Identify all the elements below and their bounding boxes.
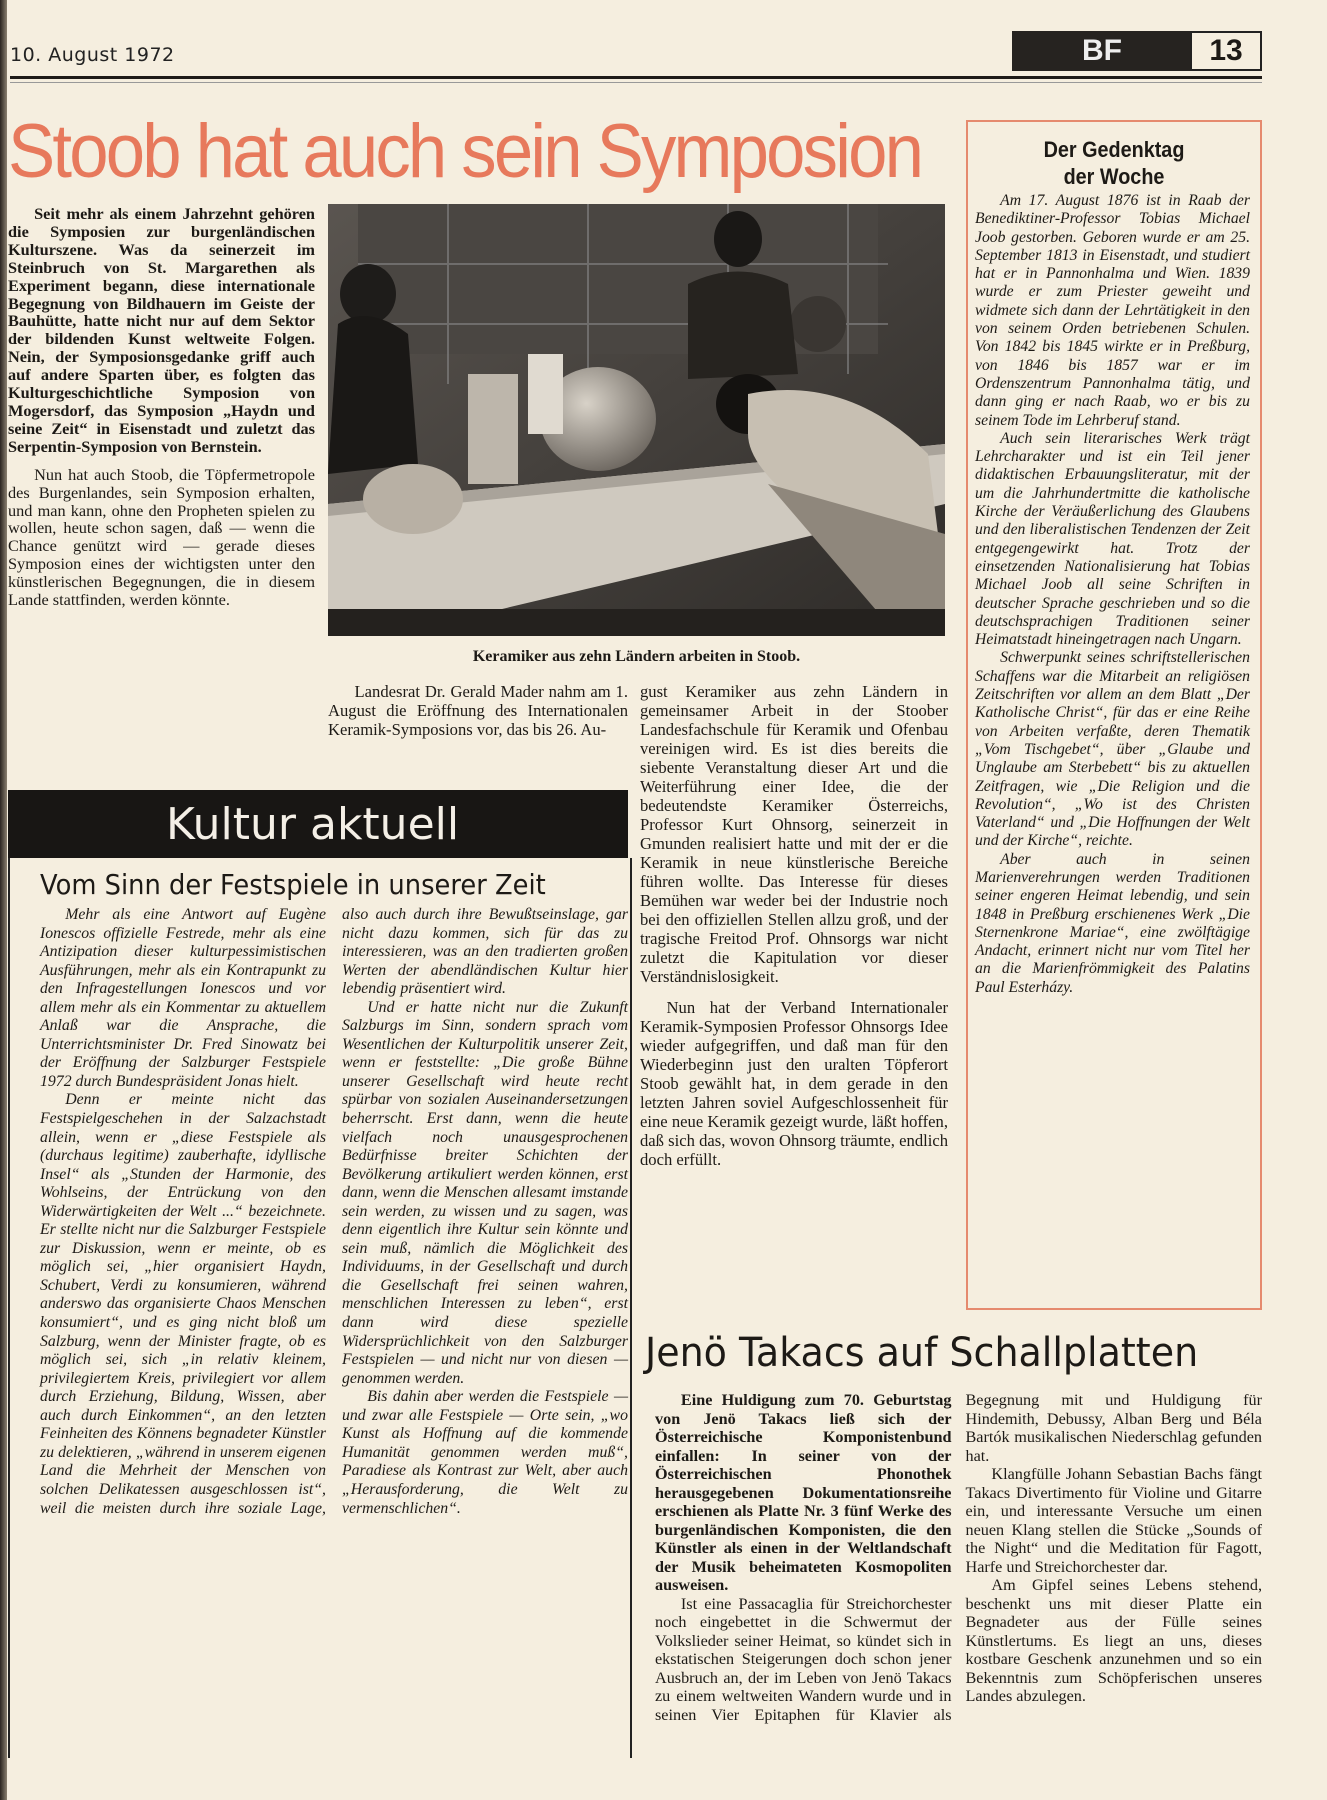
- photo-image: [328, 204, 945, 636]
- takacs-lead: Eine Huldigung zum 70. Geburtstag von Jenö Takacs ließ sich der Österreichische Komponistenbund einfallen: In seiner von der Österreichischen Phonothek herausgegebenen Dokumentationsreihe erschienen als Platte Nr. 3 fünf Werke des burgenländischen Komponisten, die den Künstler als einen in der Weltlandschaft der Musik beheimateten Kosmopoliten ausweisen.: [655, 1391, 952, 1594]
- gedenktag-paragraph: Am 17. August 1876 ist in Raab der Benediktiner-Professor Tobias Michael Joob gestorben. Geboren wurde er am 25. September 1813 in Eisenstadt, und studiert hat er in Pannonhalma und Wien. 1839 wurde er zum Priester geweiht und widmete sich dann der Lehrtätigkeit in den von seinem Orden betriebenen Schulen. Von 1842 bis 1845 wirkte er in Preßburg, von 1846 bis 1857 war er im Ordenszentrum Pannonhalma tätig, und dann ging er nach Raab, wo er bis zu seinem Tode im Lehrberuf stand.: [975, 192, 1250, 429]
- header-rule: [10, 76, 1262, 79]
- takacs-article-body: [655, 1391, 1262, 1771]
- kultur-article-body: [40, 906, 628, 1766]
- kultur-headline: Vom Sinn der Festspiele in unserer Zeit: [40, 868, 546, 901]
- body-paragraph: gust Keramiker aus zehn Ländern in gemeinsamer Arbeit in der Stoober Landesfachschule für Keramik und Ofenbau vereinigen wird. Es ist dies bereits die siebente Veranstaltung dieser Art und die Weiterführung einer Idee, die der bedeutendste Keramiker Österreichs, Professor Kurt Ohnsorg, seinerzeit in Gmunden realisiert hatte und mit der er die Keramik in neue künstlerische Bereiche führen wollte. Das Interesse für dieses Bemühen war weder bei der Industrie noch bei den offiziellen Stellen allzu groß, und der tragische Freitod Prof. Ohnsorgs war nicht zuletzt die Kapitulation vor dieser Verständnislosigkeit.: [640, 682, 948, 986]
- gedenktag-title-line: Der Gedenktag: [1043, 137, 1185, 162]
- ceramicists-photo: [328, 204, 945, 636]
- page-number: 13: [1190, 31, 1262, 71]
- takacs-paragraph: Am Gipfel seines Lebens stehend, beschenkt uns mit dieser Platte ein Begnadeter aus der Fülle seines Künstlertums. Es liegt an uns, dieses kostbare Geschenk anzunehmen und so ein Bekenntnis zum Schöpferischen unseres Landes abzulegen.: [965, 1576, 1262, 1705]
- kultur-paragraph: Denn er meinte nicht das Festspielgeschehen in der Salzachstadt allein, wenn er „diese Festspiele als (durchaus legitime) zauberhafte, idyllische Insel“ als „Stunden der Harmonie, des Wohlseins, der Entrückung von den Widerwärtigkeiten der Welt ...“ bezeichnete. Er stellte nicht nur die Salzburger Festspiele zur Diskussion, wenn er meinte, ob es möglich sei, „hier organisiert Haydn, Schubert, Verdi zu konsumieren, während anderswo das organisierte Chaos Menschen konsumiert“, und es ging nicht bloß um Salzburg, wenn der Minister fragte, ob es möglich sei, sich „in relativ kleinem, privilegiertem Kreis, privilegiert vor allem durch Erziehung, Bildung, Wissen, aber auch durch Einkommen“, an den letzten Feinheiten des Könnens begnadeter Künstler zu delektieren, „während in unserem eigenen Land die Mehrheit der Menschen von solchen Delikatessen ausgeschlossen ist“, weil die meisten durch ihre soziale Lage, also auch durch ihre Bewußtseinslage, gar nicht dazu kommen, sich für das zu interessieren, was an den tradierten großen Werten der abendländischen Kultur hier lebendig präsentiert wird.: [40, 906, 628, 1517]
- section-label: BF: [1012, 31, 1190, 71]
- kultur-paragraph: Mehr als eine Antwort auf Eugène Ionescos offizielle Festrede, mehr als eine Antizipation dieser kulturpessimistischen Ausführungen, mehr als ein Kontrapunkt zu den Infragestellungen Ionescos und vor allem mehr als ein Kommentar zu aktuellem Anlaß war die Ansprache, die Unterrichtsminister Dr. Fred Sinowatz bei der Eröffnung der Salzburger Festspiele 1972 durch Bundespräsident Jonas hielt.: [40, 906, 326, 1090]
- kultur-paragraph: Und er hatte nicht nur die Zukunft Salzburgs im Sinn, sondern sprach vom Wesentlichen der Kulturpolitik unserer Zeit, wenn er feststellte: „Die große Bühne unserer Gesellschaft wird heute recht spürbar von sozialen Auseinandersetzungen beherrscht. Erst dann, wenn die heute vielfach noch unausgesprochenen Bedürfnisse breiter Schichten der Bevölkerung artikuliert werden können, erst dann, wenn die Menschen allesamt imstande sein werden, zu wissen und zu sagen, was denn eigentlich ihre Kultur sein könnte und sein muß, nämlich die Möglichkeit des Individuums, in der Gesellschaft und durch die Gesellschaft frei seinen wahren, menschlichen Interessen zu leben“, erst dann wird diese spezielle Widersprüchlichkeit von den Salzburger Festspielen — und nicht nur von diesen — genommen werden.: [342, 998, 628, 1387]
- main-article-intro: [8, 205, 315, 609]
- body-paragraph: Landesrat Dr. Gerald Mader nahm am 1. August die Eröffnung des Internationalen Keramik-Symposions vor, das bis 26. Au-: [328, 682, 628, 739]
- photo-caption: Keramiker aus zehn Ländern arbeiten in Stoob.: [472, 648, 801, 665]
- intro-lead: Seit mehr als einem Jahrzehnt gehören die Symposien zur burgenländischen Kulturszene. Was da seinerzeit im Steinbruch von St. Margarethen als Experiment begann, diese internationale Begegnung von Bildhauern im Geiste der Bauhütte, hatte nicht nur auf dem Sektor der bildenden Kunst weltweite Folgen. Nein, der Symposionsgedanke griff auch auf andere Sparten über, es folgten das Kulturgeschichtliche Symposion von Mogersdorf, das Symposion „Haydn und seine Zeit“ in Eisenstadt und zuletzt das Serpentin-Symposion von Bernstein.: [8, 204, 315, 456]
- kultur-aktuell-band: Kultur aktuell: [8, 790, 628, 858]
- kultur-paragraph: Bis dahin aber werden die Festspiele — und zwar alle Festspiele — Orte sein, „wo Kunst als Hoffnung auf die kommende Humanität genommen werden muß“, Paradiese als Kontrast zur Welt, aber auch „Herausforderung, die Welt zu vermenschlichen“.: [342, 1388, 628, 1517]
- main-article-body-col2: [640, 682, 948, 1169]
- kultur-border-left: [8, 858, 10, 1758]
- intro-paragraph: Nun hat auch Stoob, die Töpfermetropole des Burgenlandes, sein Symposion erhalten, und man kann, ohne den Propheten spielen zu wollen, heute schon sagen, daß — wenn die Chance genützt wird — gerade dieses Symposion eines der wichtigsten unter den künstlerischen Begegnungen, die in diesem Lande stattfinden, werden könnte.: [8, 464, 315, 610]
- takacs-paragraph: Klangfülle Johann Sebastian Bachs fängt Takacs Divertimento für Violine und Gitarre ein, und interessante Versuche um einen neuen Klang stellen die Stücke „Sounds of the Night“ und die Meditation für Fagott, Harfe und Streichorchester dar.: [965, 1465, 1262, 1576]
- takacs-paragraph: Ist eine Passacaglia für Streichorchester noch eingebettet in die Schwermut der Volkslieder seiner Heimat, so kündet sich in ekstatischen Steigerungen doch schon jener Ausbruch an, der im Leben von Jenö Takacs zu einem weltweiten Wandern wurde und in seinen Vier Epitaphen für Klavier als Begegnung mit und Huldigung für Hindemith, Debussy, Alban Berg und Béla Bartók musikalischen Niederschlag gefunden hat.: [655, 1391, 1262, 1724]
- gedenktag-title: [984, 136, 1243, 190]
- gedenktag-text: [975, 192, 1250, 997]
- gedenktag-title-line: der Woche: [1063, 164, 1165, 189]
- main-article-body-col1: [328, 682, 628, 739]
- issue-date: 10. August 1972: [10, 44, 175, 66]
- gedenktag-paragraph: Schwerpunkt seines schriftstellerischen Schaffens war die Mitarbeit an religiösen Zeitschriften vor allem an dem Blatt „Der Katholische Christ“, für das er eine Reihe von Arbeiten verfaßte, deren Thematik „Vom Tischgebet“, über „Glaube und Unglaube am Sterbebett“ bis zu aktuellen Zeitfragen, wie „Die Religion und die Revolution“, „Wo ist des Christen Vaterland“ und „Die Hoffnungen der Welt und der Kirche“, reichte.: [975, 649, 1250, 850]
- header-rule-thin: [10, 82, 1262, 83]
- gedenktag-paragraph: Auch sein literarisches Werk trägt Lehrcharakter und ist ein Teil jener didaktischen Erbauungsliteratur, mit der um die Jahrhundertmitte die katholische Kirche der Veräußerlichung des Glaubens und den liberalistischen Tendenzen der Zeit entgegengewirkt hat. Trotz der einsetzenden Nationalisierung hat Tobias Michael Joob all seine Schriften in deutscher Sprache geschrieben und so die deutschsprachigen Traditionen seiner Heimatstadt hineingetragen nach Ungarn.: [975, 429, 1250, 649]
- gedenktag-paragraph: Aber auch in seinen Marienverehrungen werden Traditionen seiner engeren Heimat lebendig, und sein 1848 in Preßburg erschienenes Werk „Die Sternenkrone Mariae“, eine zwölftägige Andacht, erinnert nicht nur vom Titel her an die Marienfrömmigkeit des Palatins Paul Esterházy.: [975, 850, 1250, 996]
- main-headline: Stoob hat auch sein Symposion: [8, 109, 922, 194]
- takacs-headline: Jenö Takacs auf Schallplatten: [645, 1330, 1199, 1376]
- kultur-border-right: [630, 858, 632, 1758]
- body-paragraph: Nun hat der Verband Internationaler Keramik-Symposien Professor Ohnsorgs Idee wieder aufgegriffen, und daß man für den Wiederbeginn just den uralten Töpferort Stoob gewählt hat, in dem gerade in den letzten Jahren soviel Aufgeschlossenheit für eine neue Keramik gezeigt wurde, läßt hoffen, daß sich das, wovon Ohnsorg träumte, endlich doch erfüllt.: [640, 998, 948, 1169]
- page-edge: [0, 0, 7, 1800]
